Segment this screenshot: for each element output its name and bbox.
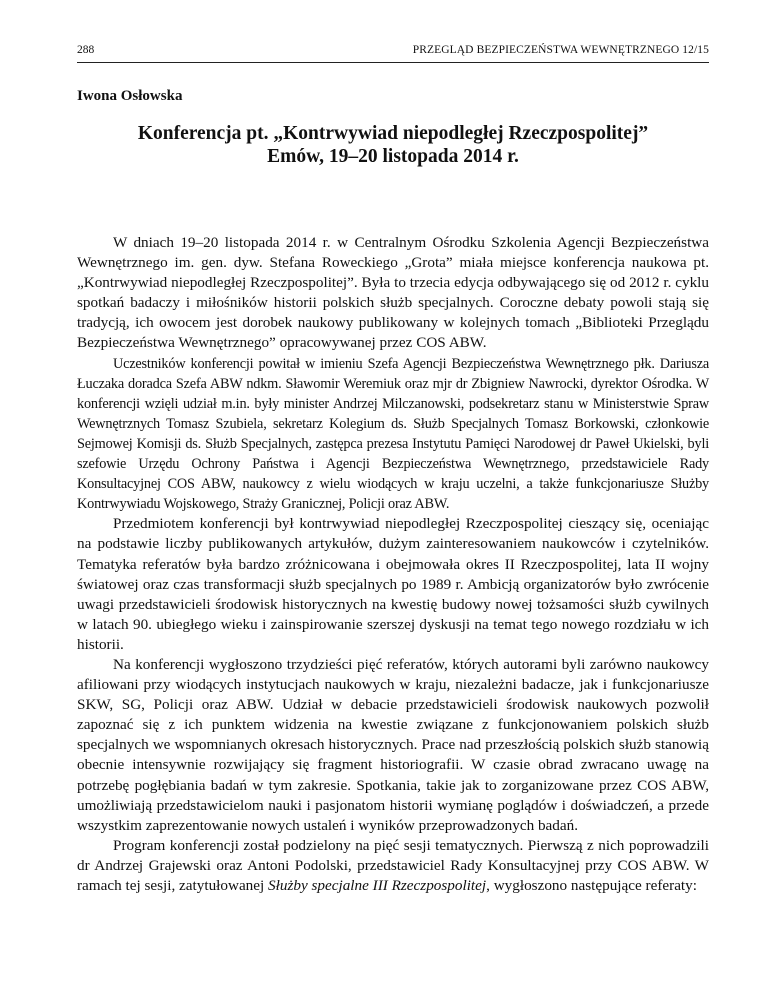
page-header	[77, 44, 709, 60]
paragraph-4: Na konferencji wygłoszono trzydzieści pięć referatów, których autorami byli zarówno naukowcy afiliowani przy wiodących instytucjach naukowych w kraju, niezależni badacze, jak i funkcjonariusze SKW, SG, Policji oraz ABW. Udział w debacie przedstawicieli środowisk naukowych pozwolił zapoznać się z ich punktem widzenia na kwestie związane z funkcjonowaniem polskich służb specjalnych we wspomnianych okresach historycznych. Prace nad przeszłością polskich służb stanowią obecnie intensywnie rozwijający się fragment historiografii. W czasie obrad zwracano uwagę na potrzebę pogłębiania badań w tym zakresie. Spotkania, takie jak to zorganizowane przez COS ABW, umożliwiają przedstawicielom nauki i pasjonatom historii wymianę poglądów i doświadczeń, a przede wszystkim zaprezentowanie nowych ustaleń i wyników przeprowadzonych badań.	[77, 655, 709, 834]
paragraph-2: Uczestników konferencji powitał w imieniu Szefa Agencji Bezpieczeństwa Wewnętrznego płk. Dariusza Łuczaka doradca Szefa ABW ndkm. Sławomir Weremiuk oraz mjr dr Zbigniew Nawrocki, dyrektor Ośrodka. W konferencji wzięli udział m.in. były minister Andrzej Milczanowski, podsekretarz stanu w Ministerstwie Spraw Wewnętrznych Tomasz Szubiela, sekretarz Kolegium ds. Służb Specjalnych Tomasz Borkowski, członkowie Sejmowej Komisji ds. Służb Specjalnych, zastępca prezesa Instytutu Pamięci Narodowej dr Paweł Ukielski, byli szefowie Urzędu Ochrony Państwa i Agencji Bezpieczeństwa Wewnętrznego, przedstawiciele Rady Konsultacyjnej COS ABW, naukowcy z wielu wiodących w kraju uczelni, a także funkcjonariusze Służby Kontrwywiadu Wojskowego, Straży Granicznej, Policji oraz ABW.	[77, 355, 709, 513]
page-number: 288	[77, 44, 95, 56]
paragraph-1: W dniach 19–20 listopada 2014 r. w Centralnym Ośrodku Szkolenia Agencji Bezpieczeństwa Wewnętrznego im. gen. dyw. Stefana Roweckiego „Grota” miała miejsce konferencja naukowa pt. „Kontrwywiad niepodległej Rzeczpospolitej”. Była to trzecia edycja odbywającego się od 2012 r. cyklu spotkań badaczy i miłośników historii polskich służb specjalnych. Coroczne debaty powoli stają się tradycją, ich owocem jest dorobek naukowy publikowany w kolejnych tomach „Biblioteki Przeglądu Bezpieczeństwa Wewnętrznego” opracowywanej przez COS ABW.	[77, 234, 709, 352]
paragraph-5	[77, 836, 709, 896]
title-line-1: Konferencja pt. „Kontrwywiad niepodległej Rzeczpospolitej”	[137, 123, 649, 144]
session-title-italic: Służby specjalne III Rzeczpospolitej	[268, 877, 487, 894]
paragraph-5-text: Program konferencji został podzielony na pięć sesji tematycznych. Pierwszą z nich poprowadzili dr Andrzej Grajewski oraz Antoni Podolski, przedstawiciel Rady Konsultacyjnej przy COS ABW. W ramach tej sesji, zatytułowanej	[77, 836, 709, 894]
paragraph-5-tail: , wygłoszono następujące referaty:	[486, 877, 697, 894]
header-rule	[77, 62, 709, 63]
running-title: PRZEGLĄD BEZPIECZEŃSTWA WEWNĘTRZNEGO 12/15	[412, 44, 709, 56]
paragraph-3: Przedmiotem konferencji był kontrwywiad niepodległej Rzeczpospolitej cieszący się, oceniając na podstawie liczby publikowanych artykułów, dużym zainteresowaniem naukowców i czytelników. Tematyka referatów była bardzo zróżnicowana i obejmowała okres II Rzeczpospolitej, lata II wojny światowej oraz czas transformacji służb specjalnych po 1989 r. Ambicją organizatorów było zwrócenie uwagi przedstawicieli środowisk historycznych na kwestię budowy nowej tożsamości służb cywilnych w latach 90. ubiegłego wieku i zainspirowanie szerszej dyskusji na temat tego nowego rozdziału w ich historii.	[77, 515, 709, 653]
article-body	[77, 233, 709, 896]
author-name: Iwona Osłowska	[77, 88, 183, 104]
title-line-2: Emów, 19–20 listopada 2014 r.	[267, 146, 519, 167]
article-title	[77, 122, 709, 168]
